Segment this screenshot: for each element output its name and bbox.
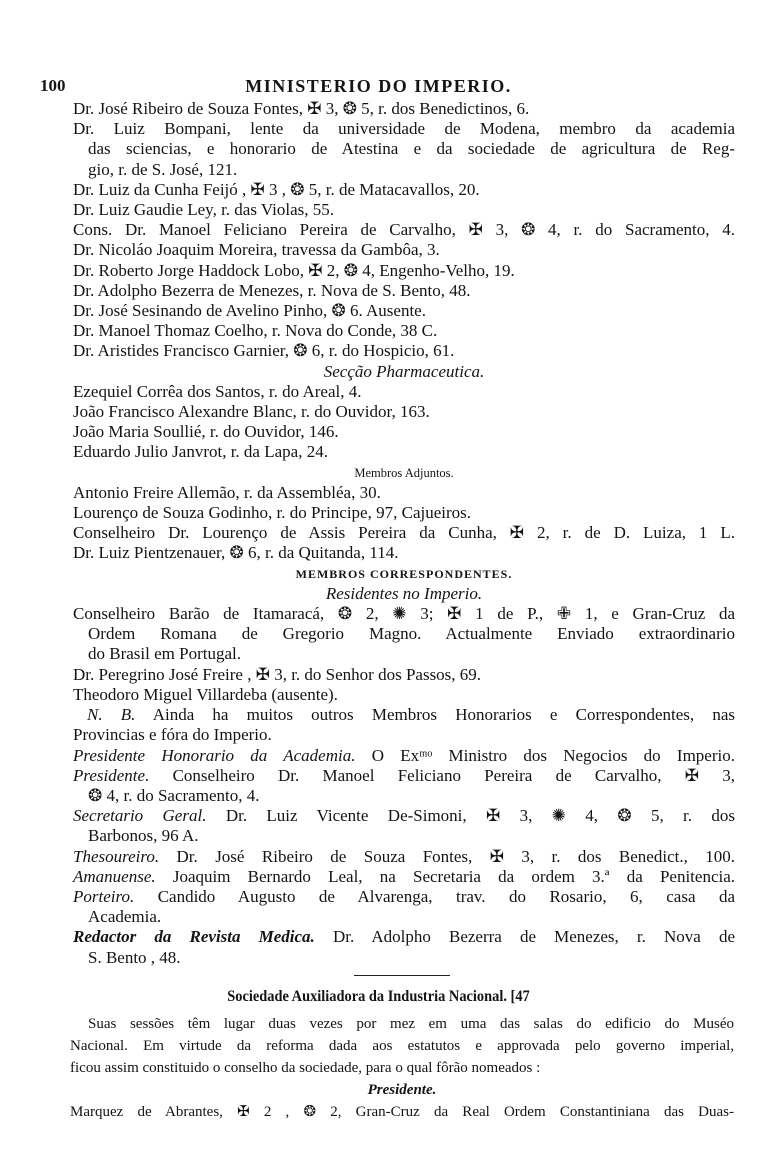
- officer-entry: [73, 766, 735, 786]
- society-paragraph: [70, 1013, 734, 1123]
- officer-text: Joaquim Bernardo Leal, na Secretaria da ordem 3.ª da Penitencia.: [172, 866, 736, 886]
- paragraph-line: Suas sessões têm lugar duas vezes por mez em uma das salas do edificio do Muséo: [88, 1016, 734, 1032]
- officer-entry: [73, 927, 735, 947]
- list-item: Theodoro Miguel Villardeba (ausente).: [73, 684, 338, 704]
- list-item-continuation: gio, r. de S. José, 121.: [88, 159, 238, 179]
- role-label: Porteiro.: [73, 886, 135, 906]
- list-item: Dr. Nicoláo Joaquim Moreira, travessa da Gambôa, 3.: [73, 240, 440, 260]
- officer-text: O Exᵐᵒ Ministro dos Negocios do Imperio.: [371, 745, 735, 765]
- list-item: João Maria Soullié, r. do Ouvidor, 146.: [73, 422, 339, 442]
- officer-entry: [73, 746, 735, 766]
- officer-continuation: Barbonos, 96 A.: [88, 826, 199, 846]
- list-item: Dr. Peregrino José Freire , ✠ 3, r. do Senhor dos Passos, 69.: [73, 664, 482, 684]
- running-header: [0, 76, 757, 98]
- section-heading: MEMBROS CORRESPONDENTES.: [295, 566, 513, 581]
- role-label: Secretario Geral.: [73, 806, 207, 826]
- role-label: Redactor da Revista Medica.: [73, 927, 315, 947]
- list-item: João Francisco Alexandre Blanc, r. do Ouvidor, 163.: [73, 402, 430, 422]
- officer-entry: [73, 887, 735, 907]
- officer-entry: [73, 847, 735, 867]
- section-heading: Membros Adjuntos.: [354, 465, 454, 480]
- officer-continuation: Academia.: [88, 907, 162, 927]
- officer-entry: [73, 867, 735, 887]
- list-item: Conselheiro Barão de Itamaracá, ❂ 2, ✺ 3; ✠ 1 de P., ✙ 1, e Gran-Cruz da: [73, 604, 735, 624]
- note-continuation: Provincias e fóra do Imperio.: [73, 725, 272, 745]
- member-list: [73, 99, 735, 968]
- list-item: Dr. Luiz Gaudie Ley, r. das Violas, 55.: [73, 200, 335, 220]
- note-text: Ainda ha muitos outros Membros Honorarios e Correspondentes, nas: [152, 705, 735, 725]
- list-item: Dr. José Sesinando de Avelino Pinho, ❂ 6. Ausente.: [73, 301, 426, 321]
- officer-text: Conselheiro Dr. Manoel Feliciano Pereira de Carvalho, ✠ 3,: [172, 765, 735, 785]
- role-label: Amanuense.: [73, 866, 156, 886]
- section-heading: Secção Pharmaceutica.: [323, 361, 485, 381]
- officer-entry: [73, 806, 735, 826]
- role-label: Presidente Honorario da Academia.: [73, 745, 356, 765]
- role-label: Thesoureiro.: [73, 846, 160, 866]
- paragraph-line: Nacional. Em virtude da reforma dada aos estatutos e approvada pelo governo imperial,: [70, 1038, 734, 1054]
- list-item-continuation: Ordem Romana de Gregorio Magno. Actualmente Enviado extraordinario: [88, 624, 735, 644]
- list-item: Dr. Roberto Jorge Haddock Lobo, ✠ 2, ❂ 4, Engenho-Velho, 19.: [73, 260, 515, 280]
- officer-text: Dr. Luiz Vicente De-Simoni, ✠ 3, ✺ 4, ❂ 5, r. dos: [225, 806, 735, 826]
- officer-text: Dr. José Ribeiro de Souza Fontes, ✠ 3, r. dos Benedict., 100.: [176, 846, 736, 866]
- officer-text: Dr. Adolpho Bezerra de Menezes, r. Nova de: [332, 927, 735, 947]
- page-number: 100: [40, 76, 66, 95]
- society-heading: Sociedade Auxiliadora da Industria Nacional. [47: [227, 988, 530, 1005]
- section-subheading: Residentes no Imperio.: [325, 583, 483, 603]
- list-item-continuation: das sciencias, e honorario de Atestina e da sociedade de agricultura de Reg-: [88, 139, 735, 159]
- role-label: Presidente.: [73, 765, 150, 785]
- list-item: Dr. Adolpho Bezerra de Menezes, r. Nova de S. Bento, 48.: [73, 280, 471, 300]
- page-title: MINISTERIO DO IMPERIO.: [245, 76, 512, 96]
- list-item: Cons. Dr. Manoel Feliciano Pereira de Carvalho, ✠ 3, ❂ 4, r. do Sacramento, 4.: [73, 220, 735, 240]
- list-item: Dr. Aristides Francisco Garnier, ❂ 6, r. do Hospicio, 61.: [73, 341, 455, 361]
- note-label: N. B.: [87, 705, 136, 725]
- list-item-continuation: do Brasil em Portugal.: [88, 644, 241, 664]
- officer-continuation: ❂ 4, r. do Sacramento, 4.: [88, 785, 260, 805]
- list-item: Eduardo Julio Janvrot, r. da Lapa, 24.: [73, 442, 328, 462]
- list-item: Antonio Freire Allemão, r. da Assembléa, 30.: [73, 482, 381, 502]
- list-item: Dr. Luiz Pientzenauer, ❂ 6, r. da Quitanda, 114.: [73, 543, 399, 563]
- note: [73, 705, 735, 725]
- list-item: Dr. Luiz da Cunha Feijó , ✠ 3 , ❂ 5, r. de Matacavallos, 20.: [73, 179, 480, 199]
- section-divider: [354, 975, 450, 976]
- society-subheading: Presidente.: [367, 1082, 437, 1098]
- list-item: Dr. José Ribeiro de Souza Fontes, ✠ 3, ❂ 5, r. dos Benedictinos, 6.: [73, 99, 530, 118]
- list-item: Marquez de Abrantes, ✠ 2 , ❂ 2, Gran-Cruz da Real Ordem Constantiniana das Duas-: [70, 1104, 734, 1120]
- paragraph-line: ficou assim constituido o conselho da sociedade, para o qual fôrão nomeados :: [70, 1060, 541, 1076]
- officer-continuation: S. Bento , 48.: [88, 947, 181, 967]
- officer-text: Candido Augusto de Alvarenga, trav. do Rosario, 6, casa da: [157, 886, 736, 906]
- list-item: Dr. Manoel Thomaz Coelho, r. Nova do Conde, 38 C.: [73, 321, 438, 341]
- list-item: Conselheiro Dr. Lourenço de Assis Pereira da Cunha, ✠ 2, r. de D. Luiza, 1 L.: [73, 523, 735, 543]
- list-item: Dr. Luiz Bompani, lente da universidade de Modena, membro da academia: [73, 119, 735, 139]
- list-item: Ezequiel Corrêa dos Santos, r. do Areal, 4.: [73, 381, 362, 401]
- list-item: Lourenço de Souza Godinho, r. do Principe, 97, Cajueiros.: [73, 503, 472, 523]
